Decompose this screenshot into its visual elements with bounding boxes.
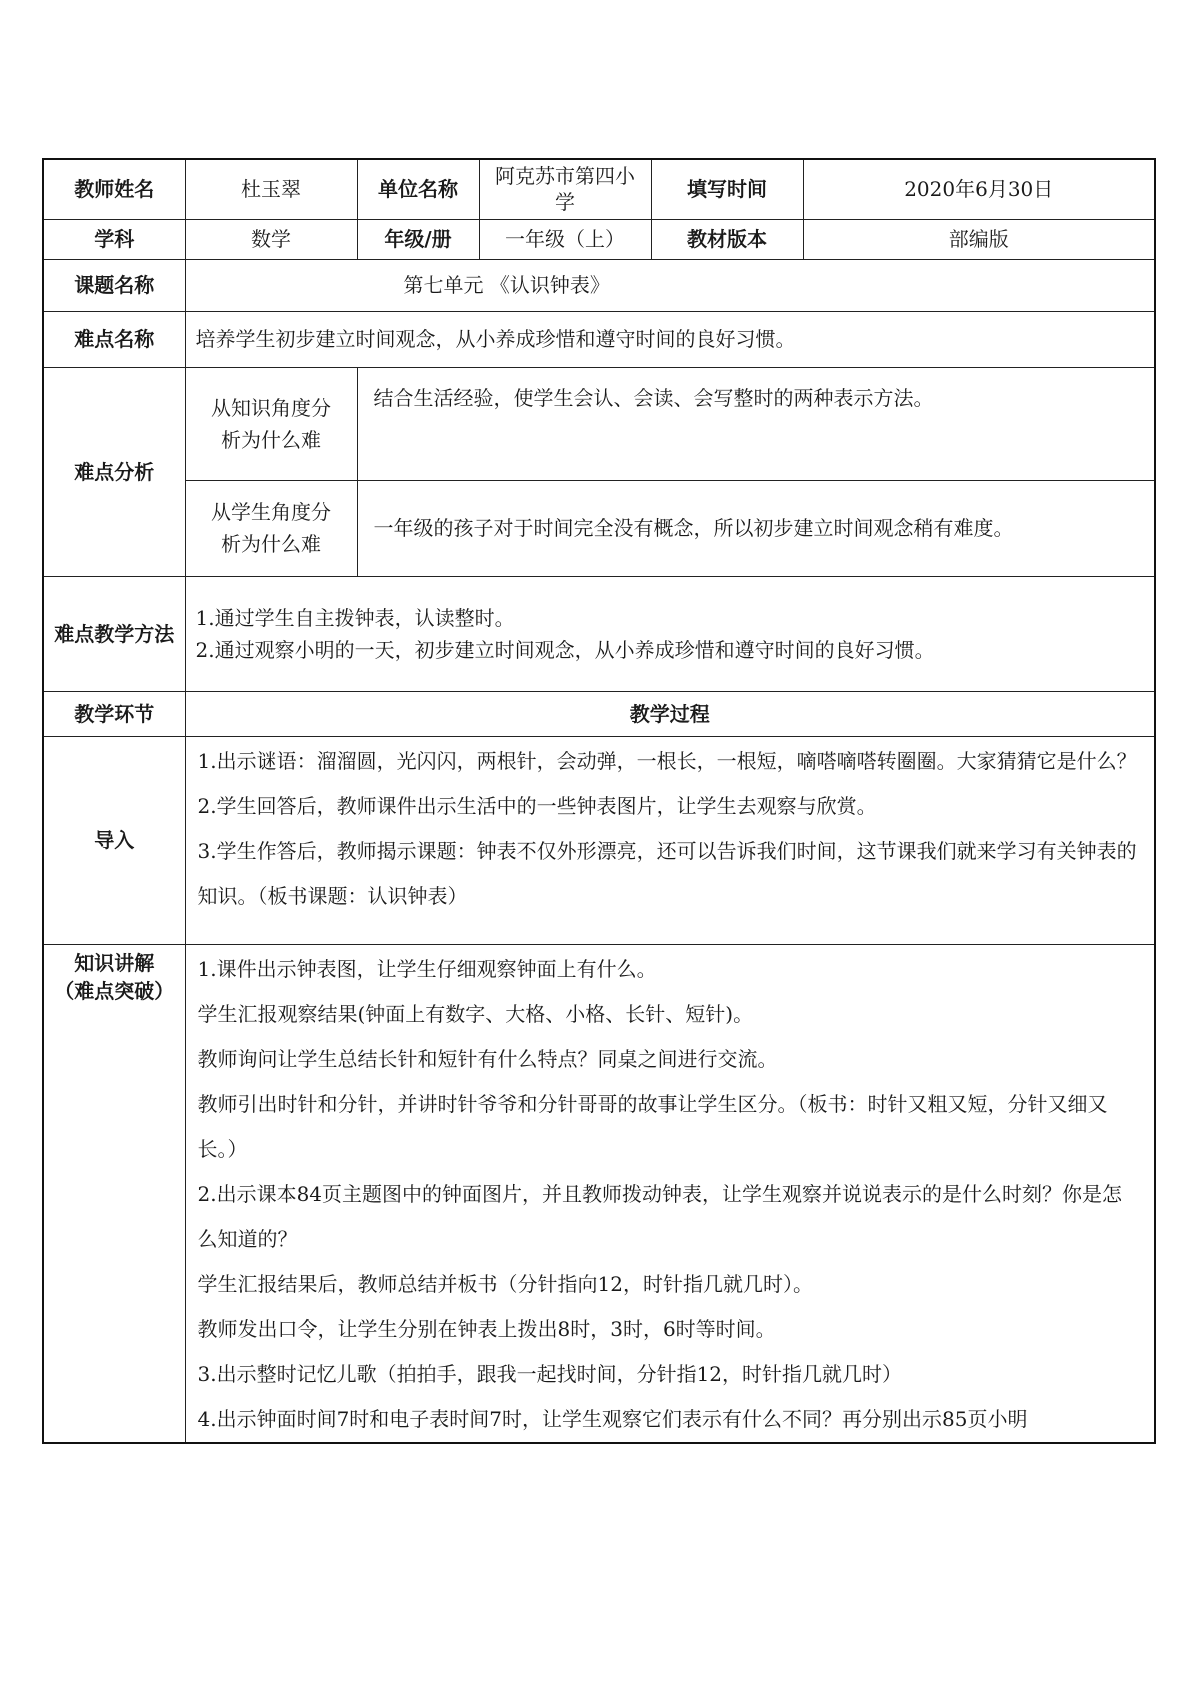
analysis-label: 难点分析 xyxy=(43,367,185,576)
knowledge-line: 学生汇报观察结果(钟面上有数字、大格、小格、长针、短针)。 xyxy=(197,1001,754,1026)
knowledge-label-line2: （难点突破） xyxy=(54,978,175,1003)
date-label: 填写时间 xyxy=(651,159,803,219)
edition-label: 教材版本 xyxy=(651,219,803,259)
analysis-knowledge-label: 从知识角度分析为什么难 xyxy=(185,367,357,480)
analysis-row-knowledge xyxy=(43,367,1155,480)
subject-label: 学科 xyxy=(43,219,185,259)
intro-label: 导入 xyxy=(43,736,185,944)
intro-line: 3.学生作答后，教师揭示课题：钟表不仅外形漂亮，还可以告诉我们时间，这节课我们就来学习有关钟表的知识。（板书课题：认识钟表） xyxy=(197,838,1137,908)
analysis-student-value: 一年级的孩子对于时间完全没有概念，所以初步建立时间观念稍有难度。 xyxy=(357,480,1155,576)
topic-label: 课题名称 xyxy=(43,259,185,311)
header-row-1 xyxy=(43,159,1155,219)
knowledge-line: 1.课件出示钟表图，让学生仔细观察钟面上有什么。 xyxy=(197,956,657,981)
date-value: 2020年6月30日 xyxy=(803,159,1155,219)
unit-value: 阿克苏市第四小学 xyxy=(479,159,651,219)
knowledge-line: 学生汇报结果后，教师总结并板书（分针指向12，时针指几就几时）。 xyxy=(197,1271,813,1296)
header-row-2 xyxy=(43,219,1155,259)
intro-content xyxy=(185,736,1155,944)
method-item: 2.通过观察小明的一天，初步建立时间观念，从小养成珍惜和遵守时间的良好习惯。 xyxy=(195,637,935,662)
teacher-label: 教师姓名 xyxy=(43,159,185,219)
method-item: 1.通过学生自主拨钟表，认读整时。 xyxy=(195,605,515,630)
knowledge-label xyxy=(43,944,185,1443)
grade-value: 一年级（上） xyxy=(479,219,651,259)
teacher-value: 杜玉翠 xyxy=(185,159,357,219)
topic-value: 第七单元 《认识钟表》 xyxy=(185,259,1155,311)
knowledge-line: 教师引出时针和分针，并讲时针爷爷和分针哥哥的故事让学生区分。（板书：时针又粗又短，分针又细又长。） xyxy=(197,1091,1108,1161)
difficulty-label: 难点名称 xyxy=(43,311,185,367)
knowledge-row xyxy=(43,944,1155,1443)
topic-row xyxy=(43,259,1155,311)
knowledge-line: 3.出示整时记忆儿歌（拍拍手，跟我一起找时间，分针指12，时针指几就几时） xyxy=(197,1361,903,1386)
knowledge-line: 教师询问让学生总结长针和短针有什么特点？同桌之间进行交流。 xyxy=(197,1046,778,1071)
analysis-knowledge-value: 结合生活经验，使学生会认、会读、会写整时的两种表示方法。 xyxy=(357,367,1155,480)
intro-row xyxy=(43,736,1155,944)
intro-line: 2.学生回答后，教师课件出示生活中的一些钟表图片，让学生去观察与欣赏。 xyxy=(197,793,877,818)
difficulty-value: 培养学生初步建立时间观念，从小养成珍惜和遵守时间的良好习惯。 xyxy=(185,311,1155,367)
knowledge-line: 4.出示钟面时间7时和电子表时间7时，让学生观察它们表示有什么不同？再分别出示85页小明 xyxy=(197,1406,1028,1431)
edition-value: 部编版 xyxy=(803,219,1155,259)
grade-label: 年级/册 xyxy=(357,219,479,259)
method-label: 难点教学方法 xyxy=(43,576,185,691)
knowledge-label-line1: 知识讲解 xyxy=(74,950,155,975)
method-row xyxy=(43,576,1155,691)
method-value xyxy=(185,576,1155,691)
knowledge-content xyxy=(185,944,1155,1443)
lesson-plan-table xyxy=(42,158,1156,1444)
difficulty-row xyxy=(43,311,1155,367)
process-header: 教学过程 xyxy=(185,691,1155,736)
subject-value: 数学 xyxy=(185,219,357,259)
knowledge-line: 2.出示课本84页主题图中的钟面图片，并且教师拨动钟表，让学生观察并说说表示的是什么时刻？你是怎么知道的？ xyxy=(197,1181,1123,1251)
analysis-student-label: 从学生角度分析为什么难 xyxy=(185,480,357,576)
knowledge-line: 教师发出口令，让学生分别在钟表上拨出8时，3时，6时等时间。 xyxy=(197,1316,776,1341)
process-header-row xyxy=(43,691,1155,736)
unit-label: 单位名称 xyxy=(357,159,479,219)
analysis-row-student xyxy=(43,480,1155,576)
intro-line: 1.出示谜语：溜溜圆，光闪闪，两根针，会动弹，一根长，一根短，嘀嗒嘀嗒转圈圈。大家猜猜它是什么？ xyxy=(197,748,1137,773)
stage-header: 教学环节 xyxy=(43,691,185,736)
